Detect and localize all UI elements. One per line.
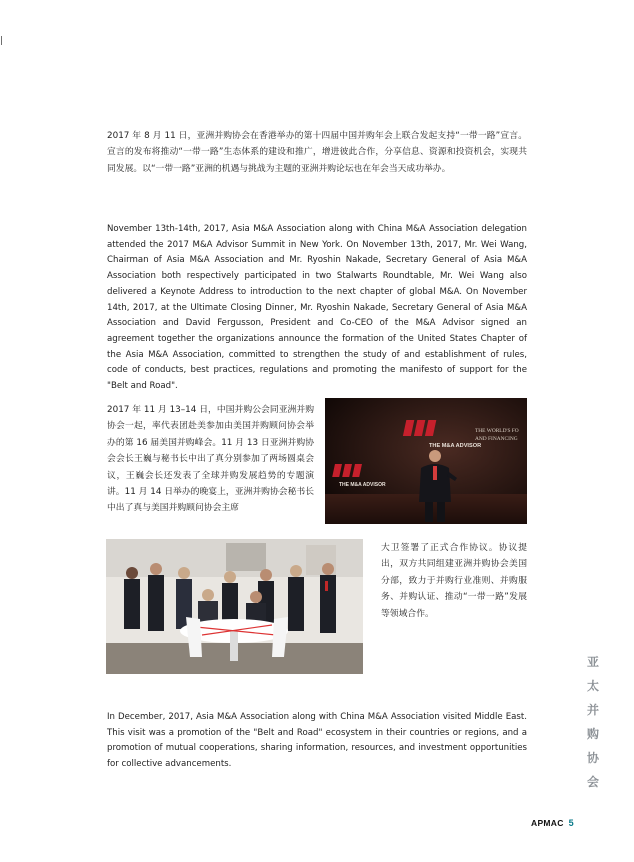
photo-keynote-address bbox=[325, 398, 527, 524]
side-title-char: 并 bbox=[586, 703, 599, 717]
paragraph-cn-belt-road-declaration: 2017 年 8 月 11 日，亚洲并购协会在香港举办的第十四届中国并购年会上联合发起支持“一带一路”宣言。宣言的发布将推动“一带一路”生态体系的建设和推广，增进彼此合作，分享信息、资源和投资机会，实现共同发展。以“一带一路”亚洲的机遇与挑战为主题的亚洲并购论坛也在年会当天成功举办。 bbox=[107, 131, 527, 174]
paragraph-en-ma-advisor-summit: November 13th-14th, 2017, Asia M&A Association along with China M&A Association delegation attended the 2017 M&A Advisor Summit in New York. On November 13th, 2017, Mr. Wei Wang, Chairman of Asia M&A Association and Mr. Ryoshin Nakade, Secretary General of Asia M&A Association both respectively participated in two Stalwarts Roundtable, Mr. Wei Wang also delivered a Keynote Address to introduction to the next chapter of global M&A. On November 14th, 2017, at the Ultimate Closing Dinner, Mr. Ryoshin Nakade, Secretary General of Asia M&A Association and David Fergusson, President and Co-CEO of the M&A Advisor signed an agreement together the organizations announce the formation of the United States Chapter of the Asia M&A Association, committed to strengthen the study of and establishment of rules, code of conducts, best practices, regulations and promoting the manifesto of support for the "Belt and Road". bbox=[107, 224, 527, 392]
page-number: 5 bbox=[568, 818, 574, 828]
paragraph-en-middle-east-visit: In December, 2017, Asia M&A Association along with China M&A Association visited Middle East. This visit was a promotion of the "Belt and Road" ecosystem in their countries or regions, and a promotion of mutual cooperations, sharing information, resources, and investment opportunities for collective advancements. bbox=[107, 712, 527, 770]
paragraph-cn-summit-part1: 2017 年 11 月 13–14 日，中国并购公会同亚洲并购协会一起，率代表团赴美参加由美国并购顾问协会举办的第 16 届美国并购峰会。11 月 13 日亚洲并购协会会长王巍与秘书长中出了真分别参加了两场圆桌会议，王巍会长还发表了全球并购发展趋势的专题演讲。11 月 14 日举办的晚宴上，亚洲并购协会秘书长中出了真与美国并购顾问协会主席 bbox=[107, 405, 314, 514]
logo-text-lower: THE M&A ADVISOR bbox=[339, 482, 386, 488]
side-title-char: 亚 bbox=[586, 655, 599, 669]
banner-line-1: THE WORLD'S FO bbox=[475, 428, 519, 434]
side-title-vertical bbox=[584, 656, 602, 788]
photo-signing-ceremony bbox=[106, 539, 363, 674]
logo-text-upper: THE M&A ADVISOR bbox=[429, 443, 482, 449]
side-title-char: 购 bbox=[586, 727, 599, 741]
footer-brand: APMAC bbox=[531, 818, 564, 828]
banner-line-2: AND FINANCING bbox=[475, 436, 518, 442]
side-title-char: 会 bbox=[586, 775, 599, 789]
side-title-char: 协 bbox=[586, 751, 599, 765]
page-footer bbox=[531, 818, 574, 828]
paragraph-cn-summit-part2: 大卫签署了正式合作协议。协议提出，双方共同组建亚洲并购协会美国分部，致力于并购行业准则、并购服务、并购认证、推动“一带一路”发展等领域合作。 bbox=[381, 543, 527, 619]
crop-mark: | bbox=[0, 36, 4, 46]
side-title-char: 太 bbox=[586, 679, 599, 693]
